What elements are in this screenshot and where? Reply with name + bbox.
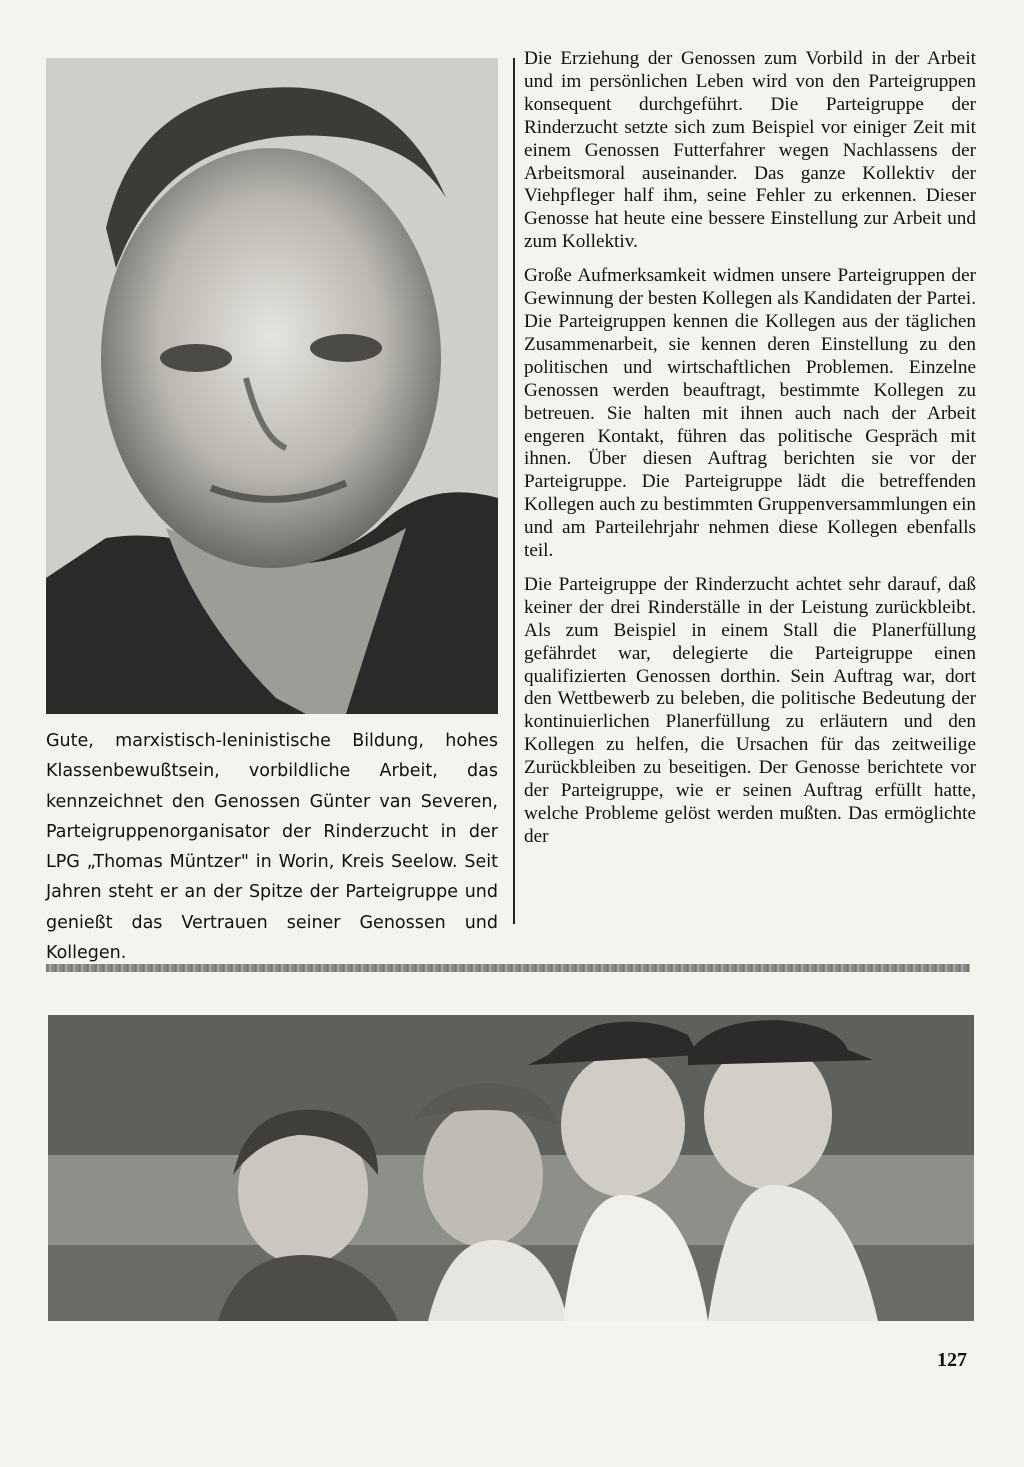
photo-caption: Gute, marxistisch-leninistische Bildung, hohes Klassenbewußtsein, vorbildliche Arbeit, das kennzeichnet den Genossen Günter van Severen, Parteigruppenorganisator der Rinderzucht in der LPG „Thomas Müntzer" in Worin, Kreis Seelow. Seit Jahren steht er an der Spitze der Parteigruppe und genießt das Vertrauen seiner Genossen und Kollegen. xyxy=(46,731,498,964)
section-divider xyxy=(46,964,970,972)
portrait-photo xyxy=(46,58,498,714)
paragraph: Die Erziehung der Genossen zum Vorbild in der Arbeit und im persönlichen Leben wird von den Parteigruppen konsequent durchgeführt. Die Parteigruppe der Rinderzucht setzte sich zum Beispiel vor einiger Zeit mit einem Genossen Futterfahrer wegen Nachlassens der Arbeitsmoral auseinander. Das ganze Kollektiv der Viehpfleger half ihm, seine Fehler zu erkennen. Dieser Genosse hat heute eine bessere Einstellung zur Arbeit und zum Kollektiv. xyxy=(524,48,976,253)
article-column xyxy=(524,48,976,860)
column-rule xyxy=(513,58,515,924)
group-photo xyxy=(48,1015,974,1321)
paragraph: Große Aufmerksamkeit widmen unsere Parteigruppen der Gewinnung der besten Kollegen als Kandidaten der Partei. Die Parteigruppen kennen die Kollegen aus der täglichen Zusammenarbeit, sie kennen deren Einstellung zu den politischen und wirtschaftlichen Problemen. Einzelne Genossen werden beauftragt, bestimmte Kollegen zu betreuen. Sie halten mit ihnen auch nach der Arbeit engeren Kontakt, führen das politische Gespräch mit ihnen. Über diesen Auftrag berichten sie vor der Parteigruppe. Die Parteigruppe lädt die betreffenden Kollegen auch zu bestimmten Gruppenversammlungen ein und am Parteilehrjahr nehmen diese Kollegen ebenfalls teil. xyxy=(524,265,976,562)
paragraph: Die Parteigruppe der Rinderzucht achtet sehr darauf, daß keiner der drei Rinderställe in der Leistung zurückbleibt. Als zum Beispiel in einem Stall die Planerfüllung gefährdet war, delegierte die Parteigruppe einen qualifizierten Genossen dorthin. Sein Auftrag war, dort den Wettbewerb zu beleben, die politische Bedeutung der kontinuierlichen Planerfüllung zu erläutern und den Kollegen zu helfen, die Ursachen für das zeitweilige Zurückbleiben zu beseitigen. Der Genosse berichtete vor der Parteigruppe, wie er seinen Auftrag erfüllt hatte, welche Probleme gelöst werden mußten. Das ermöglichte der xyxy=(524,573,976,847)
page-number: 127 xyxy=(937,1349,967,1371)
